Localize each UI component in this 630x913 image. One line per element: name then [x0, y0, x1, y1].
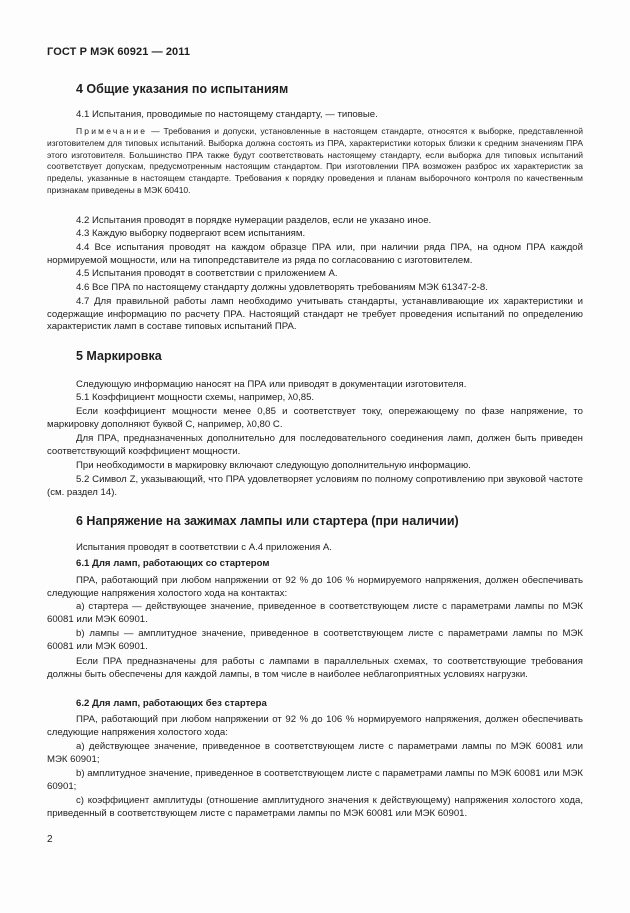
page-number: 2	[47, 834, 53, 845]
paragraph-5-1-d: При необходимости в маркировку включают следующую дополнительную информацию.	[76, 460, 471, 471]
paragraph-6-2: ПРА, работающий при любом напряжении от 92 % до 106 % нормируемого напряжения, должен обеспечивать следующие напряжения холостого хода:	[47, 714, 583, 738]
paragraph-6-1-a: a) стартера — действующее значение, приведенное в соответствующем листе с параметрами лампы по МЭК 60081 или МЭК 60901.	[47, 601, 583, 625]
paragraph-6-1: ПРА, работающий при любом напряжении от 92 % до 106 % нормируемого напряжения, должен обеспечивать следующие напряжения холостого хода на контактах:	[47, 575, 583, 599]
paragraph-5-1-c: Для ПРА, предназначенных дополнительно для последовательного соединения ламп, должен быть приведен соответствующий коэффициент мощности.	[47, 433, 583, 457]
paragraph-4-2: 4.2 Испытания проводят в порядке нумерации разделов, если не указано иное.	[76, 215, 432, 226]
note-4-1	[47, 126, 583, 197]
note-lead: Примечание	[76, 126, 148, 136]
section-6-title: 6 Напряжение на зажимах лампы или стартера (при наличии)	[76, 514, 459, 528]
paragraph-4-1: 4.1 Испытания, проводимые по настоящему стандарту, — типовые.	[76, 109, 378, 120]
paragraph-4-5: 4.5 Испытания проводят в соответствии с приложением А.	[76, 268, 338, 279]
paragraph-6-2-b: b) амплитудное значение, приведенное в соответствующем листе с параметрами лампы по МЭК 60081 или МЭК 60901;	[47, 768, 583, 792]
section-5-title: 5 Маркировка	[76, 349, 162, 363]
paragraph-6-1-c: Если ПРА предназначены для работы с лампами в параллельных схемах, то соответствующие требования должны быть обеспечены для каждой лампы, в том числе в наиболее неблагоприятных условиях нагрузки.	[47, 656, 583, 680]
paragraph-5-2: 5.2 Символ Z, указывающий, что ПРА удовлетворяет условиям по полному сопротивлению при звуковой частоте (см. раздел 14).	[47, 474, 583, 498]
paragraph-6-2-c: c) коэффициент амплитуды (отношение амплитудного значения к действующему) напряжения холостого хода, приведенный в соответствующем листе с параметрами лампы по МЭК 60081 или МЭК 60901.	[47, 795, 583, 819]
paragraph-6-1-b: b) лампы — амплитудное значение, приведенное в соответствующем листе с параметрами лампы по МЭК 60081 или МЭК 60901.	[47, 628, 583, 652]
section-4-title: 4 Общие указания по испытаниям	[76, 82, 289, 96]
paragraph-5-1-b: Если коэффициент мощности менее 0,85 и соответствует току, опережающему по фазе напряжение, то маркировку дополняют буквой С, например, λ0,80 С.	[47, 406, 583, 430]
paragraph-6-2-a: a) действующее значение, приведенное в соответствующем листе с параметрами лампы по МЭК 60081 или МЭК 60901;	[47, 741, 583, 765]
subsection-6-1-title: 6.1 Для ламп, работающих со стартером	[76, 558, 270, 569]
paragraph-4-6: 4.6 Все ПРА по настоящему стандарту должны удовлетворять требованиям МЭК 61347-2-8.	[76, 282, 488, 293]
paragraph-4-3: 4.3 Каждую выборку подвергают всем испытаниям.	[76, 228, 306, 239]
paragraph-5-intro: Следующую информацию наносят на ПРА или приводят в документации изготовителя.	[76, 379, 467, 390]
note-text: — Требования и допуски, установленные в настоящем стандарте, относятся к выборке, представленной изготовителем для типовых испытаний. Выборка должна состоять из ПРА, характеристики которых близки к средним значениям ПРА этого изготовителя. Большинство ПРА также будут соответствовать настоящему стандарту, если выборка для типовых испытаний соответствует допускам, предусмотренным настоящим стандартом. При изготовлении ПРА возможен разброс их характеристик за пределы, указанные в настоящем стандарте. Требования к порядку проведения и планам выборочного контроля по качественным признакам приведены в МЭК 60410.	[47, 126, 583, 195]
paragraph-5-1: 5.1 Коэффициент мощности схемы, например, λ0,85.	[76, 392, 315, 403]
paragraph-4-4: 4.4 Все испытания проводят на каждом образце ПРА или, при наличии ряда ПРА, на одном ПРА каждой нормируемой мощности, или на типопредставителе из ряда по согласованию с изготовителем.	[47, 242, 583, 266]
document-header: ГОСТ Р МЭК 60921 — 2011	[47, 46, 191, 58]
paragraph-4-7: 4.7 Для правильной работы ламп необходимо учитывать стандарты, устанавливающие их характеристики и содержащие информацию по расчету ПРА. Настоящий стандарт не требует проведения испытаний по определению характеристик ламп в составе типовых испытаний ПРА.	[47, 296, 583, 333]
paragraph-6-intro: Испытания проводят в соответствии с А.4 приложения А.	[76, 542, 332, 553]
subsection-6-2-title: 6.2 Для ламп, работающих без стартера	[76, 698, 267, 709]
